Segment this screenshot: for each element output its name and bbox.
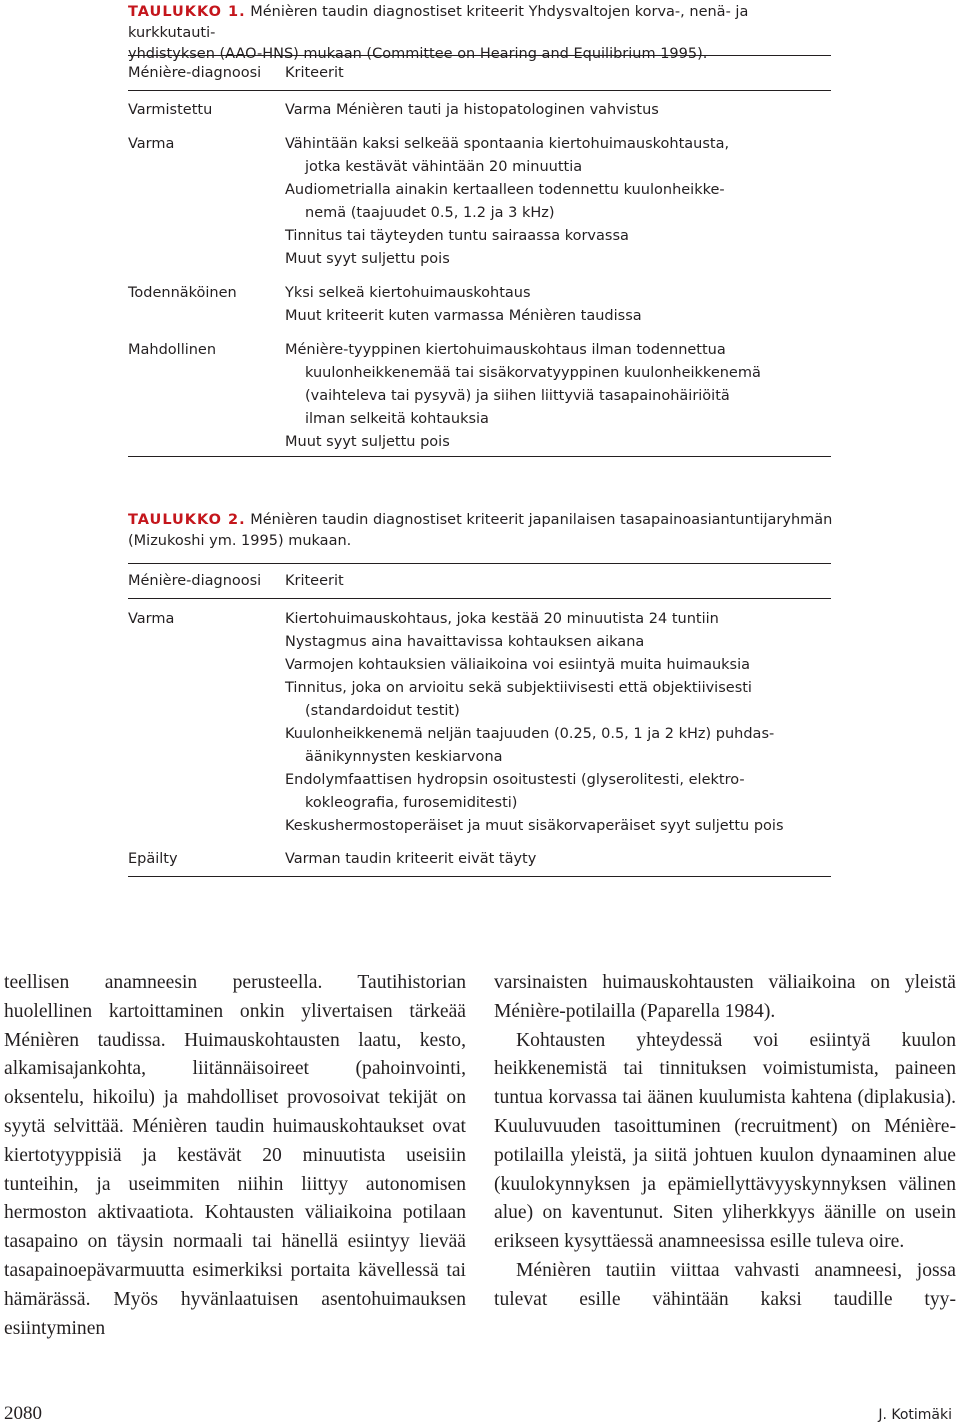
criteria-cell (285, 848, 831, 871)
criteria-line: Varman taudin kriteerit eivät täyty (285, 851, 537, 867)
table2-header-diagnosis: Ménière-diagnoosi (128, 573, 262, 589)
criteria-cell (285, 608, 831, 838)
body-paragraph: Ménièren tautiin viittaa vahvasti anamneesi, jossa tulevat esille vähintään kaksi taudille tyy- (494, 1259, 956, 1310)
criteria-cell (285, 133, 831, 271)
criteria-line: Varma Ménièren tauti ja histopatologinen vahvistus (285, 102, 659, 118)
diagnosis-cell: Varma (128, 136, 175, 152)
table1-top-rule (128, 55, 831, 56)
table1-caption-line2: yhdistyksen (AAO-HNS) mukaan (Committee on Hearing and Equilibrium 1995). (128, 46, 708, 62)
body-paragraph: Kohtausten yhteydessä voi esiintyä kuulon heikkenemistä tai tinnituksen voimistumista, paineen tuntua korvassa tai äänen kuulumista kahtena (diplakusia). Kuuluvuuden tasoittuminen (recruitment) on Ménière-potilailla yleistä, ja siitä johtuen kuulon dynaaminen alue (kuulokynnyksen ja epämiellyttävyyskynnyksen välinen alue) on kaventunut. Siten yliherkkyys äänille on usein erikseen kysyttäessä anamneesissa esille tuleva oire. (494, 1029, 956, 1253)
criteria-line: Ménière-tyyppinen kiertohuimauskohtaus ilman todennettua (285, 342, 726, 358)
criteria-line: Muut syyt suljettu pois (285, 434, 450, 450)
criteria-line: kuulonheikkenemää tai sisäkorvatyyppinen kuulonheikkenemä (305, 365, 761, 381)
diagnosis-cell: Todennäköinen (128, 285, 237, 301)
diagnosis-cell: Varmistettu (128, 102, 213, 118)
criteria-line: Muut syyt suljettu pois (285, 251, 450, 267)
diagnosis-cell: Varma (128, 611, 175, 627)
table2-top-rule (128, 563, 831, 564)
criteria-line: ilman selkeitä kohtauksia (305, 411, 489, 427)
criteria-line: jotka kestävät vähintään 20 minuuttia (305, 159, 583, 175)
page-number: 2080 (4, 1403, 42, 1424)
table1-header-criteria: Kriteerit (285, 65, 344, 81)
table2-caption-line2: (Mizukoshi ym. 1995) mukaan. (128, 533, 352, 549)
criteria-line: Audiometrialla ainakin kertaalleen todennettu kuulonheikke- (285, 182, 725, 198)
criteria-line: Keskushermostoperäiset ja muut sisäkorvaperäiset syyt suljettu pois (285, 818, 784, 834)
criteria-line: Kuulonheikkenemä neljän taajuuden (0.25, 0.5, 1 ja 2 kHz) puhdas- (285, 726, 775, 742)
table2-header-criteria: Kriteerit (285, 573, 344, 589)
body-paragraph: teellisen anamneesin perusteella. Tautihistorian huolellinen kartoittaminen onkin ylivertaisen tärkeää Ménièren taudissa. Huimauskohtausten laatu, kesto, alkamisajankohta, liitännäisoireet (pahoinvointi, oksentelu, hikoilu) ja mahdolliset provosoivat tekijät on syytä selvittää. Ménièren taudin huimauskohtaukset ovat kiertotyyppisiä ja kestävät 20 minuutista useisiin tunteihin, ja useimmiten niihin liittyy autonomisen hermoston aktivaatiota. Kohtausten väliaikoina potilaan tasapaino on täysin normaali tai hänellä esiintyy lievää tasapainoepävarmuutta esimerkiksi portaita kävellessä tai hämärässä. Myös hyvänlaatuisen asentohuimauksen esiintyminen (4, 972, 466, 1339)
criteria-line: Vähintään kaksi selkeää spontaania kiertohuimauskohtausta, (285, 136, 730, 152)
criteria-line: Muut kriteerit kuten varmassa Ménièren taudissa (285, 308, 642, 324)
criteria-line: Endolymfaattisen hydropsin osoitustesti (glyserolitesti, elektro- (285, 772, 745, 788)
body-right-column (494, 969, 956, 1315)
table1-header-diagnosis: Ménière-diagnoosi (128, 65, 262, 81)
table1-header-rule (128, 90, 831, 91)
table2-bottom-rule (128, 876, 831, 877)
criteria-line: nemä (taajuudet 0.5, 1.2 ja 3 kHz) (305, 205, 555, 221)
criteria-line: Yksi selkeä kiertohuimauskohtaus (285, 285, 531, 301)
diagnosis-cell: Mahdollinen (128, 342, 217, 358)
criteria-cell (285, 282, 831, 328)
criteria-line: (standardoidut testit) (305, 703, 460, 719)
criteria-line: Kiertohuimauskohtaus, joka kestää 20 minuutista 24 tuntiin (285, 611, 719, 627)
body-paragraph: varsinaisten huimauskohtausten väliaikoina on yleistä Ménière-potilailla (Paparella 1984). (494, 972, 956, 1022)
criteria-line: Varmojen kohtauksien väliaikoina voi esiintyä muita huimauksia (285, 657, 751, 673)
author-name: J. Kotimäki (878, 1407, 952, 1423)
body-left-column (4, 969, 466, 1343)
criteria-cell (285, 99, 831, 122)
table1-bottom-rule (128, 456, 831, 457)
criteria-line: Nystagmus aina havaittavissa kohtauksen aikana (285, 634, 645, 650)
criteria-line: (vaihteleva tai pysyvä) ja siihen liittyviä tasapainohäiriöitä (305, 388, 730, 404)
criteria-line: äänikynnysten keskiarvona (305, 749, 503, 765)
criteria-line: Tinnitus tai täyteyden tuntu sairaassa korvassa (285, 228, 629, 244)
table1-label: TAULUKKO 1. (128, 4, 246, 20)
diagnosis-cell: Epäilty (128, 851, 178, 867)
table2-label: TAULUKKO 2. (128, 512, 246, 528)
criteria-cell (285, 339, 831, 454)
criteria-line: kokleografia, furosemiditesti) (305, 795, 518, 811)
criteria-line: Tinnitus, joka on arvioitu sekä subjektiivisesti että objektiivisesti (285, 680, 752, 696)
table1-caption-line1: Ménièren taudin diagnostiset kriteerit Yhdysvaltojen korva-, nenä- ja kurkkutauti- (128, 4, 749, 41)
table2-caption-line1: Ménièren taudin diagnostiset kriteerit japanilaisen tasapainoasiantuntijaryhmän (250, 512, 833, 528)
table2-caption (128, 510, 833, 552)
table2-header-rule (128, 598, 831, 599)
